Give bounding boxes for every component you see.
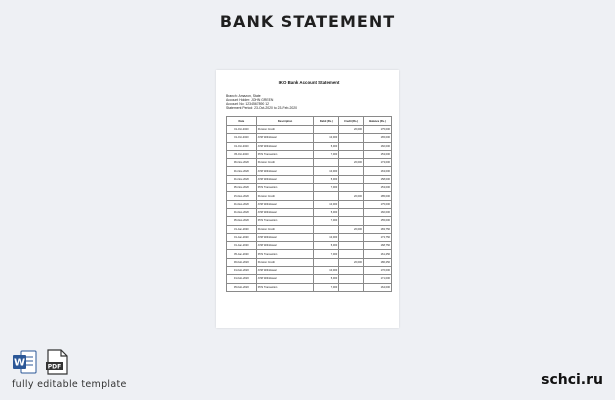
cell-description: Pension Credit bbox=[256, 225, 314, 233]
cell-credit: 20,000 bbox=[339, 258, 364, 266]
cell-description: ATM Withdrawal bbox=[256, 242, 314, 250]
cell-balance: 173,000 bbox=[363, 159, 391, 167]
table-row bbox=[227, 142, 392, 150]
cell-description: POS Transaction bbox=[256, 250, 314, 258]
cell-credit bbox=[339, 217, 364, 225]
cell-date: 05-Dec-2020 bbox=[227, 217, 257, 225]
cell-description: ATM Withdrawal bbox=[256, 233, 314, 241]
table-row bbox=[227, 283, 392, 291]
cell-date: 31-Jan-2020 bbox=[227, 225, 257, 233]
cell-date: 01-Nov-2020 bbox=[227, 167, 257, 175]
cell-date: 05-Nov-2020 bbox=[227, 184, 257, 192]
table-row bbox=[227, 267, 392, 275]
table-row bbox=[227, 242, 392, 250]
cell-description: ATM Withdrawal bbox=[256, 175, 314, 183]
table-row bbox=[227, 134, 392, 142]
cell-description: ATM Withdrawal bbox=[256, 142, 314, 150]
table-row bbox=[227, 258, 392, 266]
document-title: IKO Bank Account Statement bbox=[278, 80, 340, 85]
cell-credit: 20,000 bbox=[339, 159, 364, 167]
cell-description: POS Transaction bbox=[256, 150, 314, 158]
account-holder-line: Account Holder: JOHN GREEN bbox=[226, 98, 274, 102]
cell-debit bbox=[314, 126, 339, 134]
cell-credit bbox=[339, 283, 364, 291]
cell-debit: 5,000 bbox=[314, 142, 339, 150]
cell-debit: 5,000 bbox=[314, 175, 339, 183]
cell-description: Pension Credit bbox=[256, 126, 314, 134]
cell-balance: 176,000 bbox=[363, 267, 391, 275]
cell-balance: 161,250 bbox=[363, 250, 391, 258]
cell-date: 01-Feb-2020 bbox=[227, 275, 257, 283]
cell-balance: 183,750 bbox=[363, 225, 391, 233]
cell-date: 01-Oct-2020 bbox=[227, 134, 257, 142]
table-row bbox=[227, 208, 392, 216]
branch-line: Branch: Amazon, State bbox=[226, 94, 261, 98]
cell-description: ATM Withdrawal bbox=[256, 134, 314, 142]
table-row bbox=[227, 159, 392, 167]
cell-credit bbox=[339, 142, 364, 150]
cell-debit: 7,000 bbox=[314, 217, 339, 225]
account-number-line: Account No: 1234567890 12 bbox=[226, 102, 269, 106]
column-header-date: Date bbox=[227, 117, 257, 126]
column-header-credit: Credit (Rs.) bbox=[339, 117, 364, 126]
transactions-table bbox=[226, 116, 392, 292]
cell-balance: 173,750 bbox=[363, 233, 391, 241]
transactions-body bbox=[227, 126, 392, 292]
cell-debit: 10,000 bbox=[314, 267, 339, 275]
cell-date: 01-Oct-2020 bbox=[227, 142, 257, 150]
cell-credit bbox=[339, 167, 364, 175]
cell-date: 01-Oct-2020 bbox=[227, 126, 257, 134]
cell-balance: 160,000 bbox=[363, 208, 391, 216]
cell-date: 01-Feb-2020 bbox=[227, 267, 257, 275]
cell-credit bbox=[339, 184, 364, 192]
cell-balance: 175,000 bbox=[363, 126, 391, 134]
account-details bbox=[226, 94, 392, 110]
cell-description: ATM Withdrawal bbox=[256, 200, 314, 208]
table-row bbox=[227, 217, 392, 225]
cell-balance: 168,750 bbox=[363, 242, 391, 250]
table-row bbox=[227, 167, 392, 175]
column-header-description: Description bbox=[256, 117, 314, 126]
cell-credit bbox=[339, 150, 364, 158]
cell-description: ATM Withdrawal bbox=[256, 208, 314, 216]
table-row bbox=[227, 233, 392, 241]
column-header-debit: Debit (Rs.) bbox=[314, 117, 339, 126]
cell-date: 01-Dec-2020 bbox=[227, 208, 257, 216]
cell-balance: 158,000 bbox=[363, 175, 391, 183]
cell-description: ATM Withdrawal bbox=[256, 275, 314, 283]
cell-credit bbox=[339, 242, 364, 250]
table-row bbox=[227, 150, 392, 158]
table-row bbox=[227, 250, 392, 258]
cell-credit bbox=[339, 200, 364, 208]
word-file-icon bbox=[12, 349, 38, 375]
column-header-balance: Balance (Rs.) bbox=[363, 117, 391, 126]
table-header-row bbox=[227, 117, 392, 126]
cell-balance: 186,250 bbox=[363, 258, 391, 266]
cell-debit: 5,000 bbox=[314, 242, 339, 250]
cell-debit: 10,000 bbox=[314, 200, 339, 208]
cell-credit bbox=[339, 175, 364, 183]
cell-debit bbox=[314, 192, 339, 200]
cell-balance: 171,000 bbox=[363, 275, 391, 283]
site-name: schci.ru bbox=[541, 372, 603, 388]
cell-debit: 10,000 bbox=[314, 167, 339, 175]
cell-balance: 175,000 bbox=[363, 200, 391, 208]
cell-credit bbox=[339, 275, 364, 283]
cell-debit bbox=[314, 225, 339, 233]
cell-credit: 20,000 bbox=[339, 192, 364, 200]
cell-credit bbox=[339, 250, 364, 258]
banner-title: BANK STATEMENT bbox=[219, 12, 396, 31]
cell-credit bbox=[339, 233, 364, 241]
table-row bbox=[227, 184, 392, 192]
cell-balance: 155,000 bbox=[363, 217, 391, 225]
cell-date: 06-Feb-2020 bbox=[227, 258, 257, 266]
word-badge-letter: W bbox=[13, 357, 26, 369]
cell-balance: 185,000 bbox=[363, 192, 391, 200]
cell-balance: 165,000 bbox=[363, 134, 391, 142]
cell-date: 01-Dec-2020 bbox=[227, 200, 257, 208]
cell-description: ATM Withdrawal bbox=[256, 167, 314, 175]
cell-balance: 163,000 bbox=[363, 167, 391, 175]
format-badges bbox=[12, 349, 127, 390]
pdf-file-icon bbox=[44, 349, 70, 375]
cell-credit bbox=[339, 134, 364, 142]
cell-date: 05-Feb-2020 bbox=[227, 283, 257, 291]
cell-balance: 160,000 bbox=[363, 142, 391, 150]
table-row bbox=[227, 225, 392, 233]
cell-debit: 5,000 bbox=[314, 275, 339, 283]
cell-date: 01-Jan-2020 bbox=[227, 242, 257, 250]
cell-date: 01-Nov-2020 bbox=[227, 175, 257, 183]
cell-balance: 164,000 bbox=[363, 283, 391, 291]
table-row bbox=[227, 175, 392, 183]
statement-period-line: Statement Period: 23-Oct-2020 to 23-Feb-2020 bbox=[226, 106, 298, 110]
cell-debit: 7,000 bbox=[314, 283, 339, 291]
cell-credit bbox=[339, 208, 364, 216]
cell-description: POS Transaction bbox=[256, 184, 314, 192]
table-row bbox=[227, 126, 392, 134]
cell-description: Pension Credit bbox=[256, 258, 314, 266]
cell-credit: 20,000 bbox=[339, 225, 364, 233]
cell-debit: 5,000 bbox=[314, 208, 339, 216]
statement-document bbox=[216, 70, 399, 328]
cell-description: POS Transaction bbox=[256, 217, 314, 225]
table-row bbox=[227, 192, 392, 200]
tagline: fully editable template bbox=[12, 379, 127, 390]
cell-balance: 153,000 bbox=[363, 150, 391, 158]
cell-debit bbox=[314, 258, 339, 266]
cell-date: 05-Jan-2020 bbox=[227, 250, 257, 258]
pdf-badge-label: PDF bbox=[47, 363, 62, 371]
cell-date: 01-Jan-2020 bbox=[227, 233, 257, 241]
table-row bbox=[227, 275, 392, 283]
cell-debit bbox=[314, 159, 339, 167]
cell-date: 15-Dec-2020 bbox=[227, 192, 257, 200]
cell-balance: 153,000 bbox=[363, 184, 391, 192]
cell-debit: 10,000 bbox=[314, 233, 339, 241]
cell-description: Pension Credit bbox=[256, 192, 314, 200]
cell-debit: 7,000 bbox=[314, 150, 339, 158]
cell-credit: 20,000 bbox=[339, 126, 364, 134]
table-row bbox=[227, 200, 392, 208]
cell-description: POS Transaction bbox=[256, 283, 314, 291]
cell-date: 05-Oct-2020 bbox=[227, 150, 257, 158]
cell-debit: 7,000 bbox=[314, 250, 339, 258]
cell-credit bbox=[339, 267, 364, 275]
cell-description: ATM Withdrawal bbox=[256, 267, 314, 275]
cell-description: Pension Credit bbox=[256, 159, 314, 167]
cell-debit: 10,000 bbox=[314, 134, 339, 142]
cell-date: 06-Nov-2020 bbox=[227, 159, 257, 167]
cell-debit: 7,000 bbox=[314, 184, 339, 192]
